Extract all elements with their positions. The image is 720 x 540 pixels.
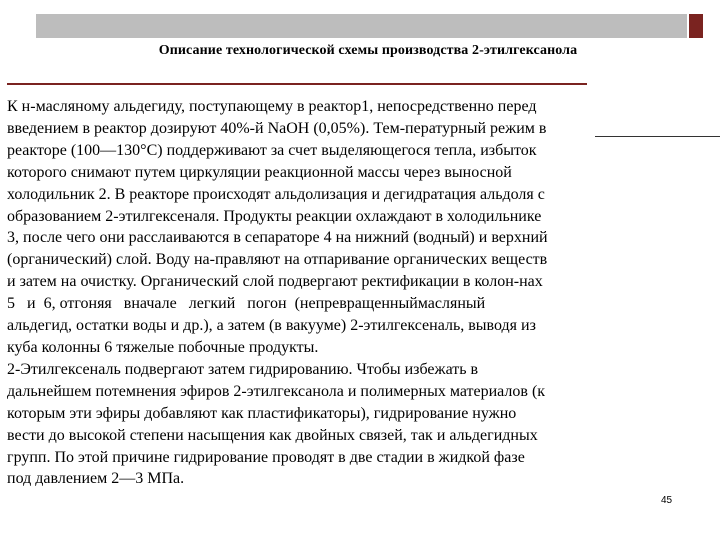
- page-number: 45: [661, 495, 673, 506]
- body-line: дальнейшем потемнения эфиров 2-этилгексанола и полимерных материалов (к: [7, 382, 546, 400]
- body-line: и затем на очистку. Органический слой подвергают ректификации в колон-нах: [7, 273, 543, 291]
- corner-accent-square: [689, 14, 703, 38]
- body-line: 5 и 6, отгоняя вначале легкий погон (непревращенныймасляный: [7, 295, 486, 313]
- body-line: образованием 2-этилгексеналя. Продукты реакции охлаждают в холодильнике: [7, 207, 542, 225]
- body-line: 2-Этилгексеналь подвергают затем гидрированию. Чтобы избежать в: [7, 360, 479, 378]
- body-line: холодильник 2. В реакторе происходят альдолизация и дегидратация альдоля с: [7, 185, 545, 203]
- body-line: которого снимают путем циркуляции реакционной массы через выносной: [7, 163, 512, 181]
- body-line: (органический) слой. Воду на-правляют на отпаривание органических веществ: [7, 251, 548, 269]
- title-band: [36, 14, 687, 38]
- body-line: 3, после чего они расслаиваются в сепараторе 4 на нижний (водный) и верхний: [7, 229, 548, 247]
- body-line: альдегид, остатки воды и др.), а затем (в вакууме) 2-этилгексеналь, выводя из: [7, 317, 536, 335]
- body-text: [7, 96, 619, 490]
- body-line: К н-масляному альдегиду, поступающему в реактор1, непосредственно перед: [7, 98, 537, 115]
- slide-title: Описание технологической схемы производства 2-этилгексанола: [158, 43, 578, 58]
- body-line: под давлением 2—3 МПа.: [7, 470, 185, 488]
- body-line: групп. По этой причине гидрирование проводят в две стадии в жидкой фазе: [7, 448, 525, 466]
- body-line: реакторе (100—130°С) поддерживают за счет выделяющегося тепла, избыток: [7, 141, 537, 159]
- body-line: куба колонны 6 тяжелые побочные продукты.: [7, 338, 319, 356]
- body-line: введением в реактор дозируют 40%-й NaOH (0,05%). Тем-пературный режим в: [7, 119, 547, 137]
- title-underline: [7, 83, 587, 85]
- body-line: которым эти эфиры добавляют как пластификаторы), гидрирование нужно: [7, 404, 517, 422]
- body-line: вести до высокой степени насыщения как двойных связей, так и альдегидных: [7, 426, 538, 444]
